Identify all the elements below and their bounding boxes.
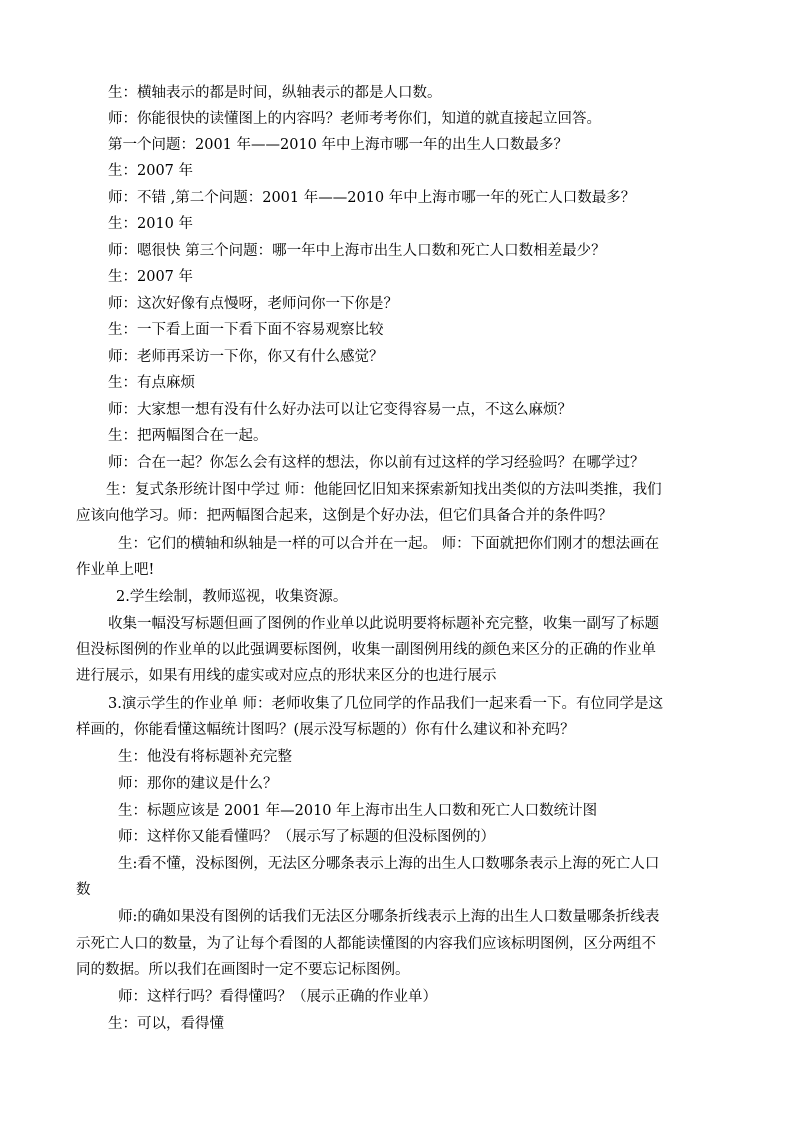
text-line: 师：嗯很快 第三个问题：哪一年中上海市出生人口数和死亡人口数相差最少？ — [108, 243, 606, 259]
text-line: 示死亡人口的数量，为了让每个看图的人都能读懂图的内容我们应该标明图例，区分两组不 — [76, 936, 656, 952]
text-line: 师：合在一起？你怎么会有这样的想法，你以前有过这样的学习经验吗？在哪学过？ — [108, 455, 645, 471]
text-line: 生：2007 年 — [108, 269, 194, 285]
text-line: 3.演示学生的作业单 师：老师收集了几位同学的作品我们一起来看一下。有位同学是这 — [108, 696, 663, 712]
text-line: 生：横轴表示的都是时间，纵轴表示的都是人口数。 — [108, 85, 442, 101]
text-line: 生：它们的横轴和纵轴是一样的可以合并在一起。 师：下面就把你们刚才的想法画在 — [118, 536, 660, 552]
text-line: 师：大家想一想有没有什么好办法可以让它变得容易一点，不这么麻烦？ — [108, 402, 572, 418]
text-line: 师：这样行吗？看得懂吗？（展示正确的作业单） — [118, 989, 437, 1005]
text-line: 作业单上吧! — [76, 562, 155, 578]
text-line: 收集一幅没写标题但画了图例的作业单以此说明要将标题补充完整，收集一副写了标题 — [108, 616, 659, 632]
text-line: 生：有点麻烦 — [108, 375, 195, 391]
text-line: 师：你能很快的读懂图上的内容吗？老师考考你们，知道的就直接起立回答。 — [108, 111, 601, 127]
text-line: 师:的确如果没有图例的话我们无法区分哪条折线表示上海的出生人口数量哪条折线表 — [118, 909, 660, 925]
text-line: 生：标题应该是 2001 年—2010 年上海市出生人口数和死亡人口数统计图 — [118, 803, 598, 819]
text-line: 数 — [76, 882, 91, 898]
text-line: 生:看不懂，没标图例，无法区分哪条表示上海的出生人口数哪条表示上海的死亡人口 — [118, 856, 660, 872]
text-line: 生：可以，看得懂 — [108, 1016, 224, 1032]
text-line: 第一个问题：2001 年——2010 年中上海市哪一年的出生人口数最多？ — [108, 137, 569, 153]
text-line: 师：那你的建议是什么？ — [118, 776, 278, 792]
text-line: 进行展示，如果有用线的虚实或对应点的形状来区分的也进行展示 — [76, 668, 497, 684]
text-line: 样画的，你能看懂这幅统计图吗？(展示没写标题的）你有什么建议和补充吗？ — [76, 722, 575, 738]
text-line: 生：把两幅图合在一起。 — [108, 428, 268, 444]
text-line: 应该向他学习。师：把两幅图合起来，这倒是个好办法，但它们具备合并的条件吗？ — [76, 508, 613, 524]
text-line: 但没标图例的作业单的以此强调要标图例，收集一副图例用线的颜色来区分的正确的作业单 — [76, 642, 656, 658]
text-line: 生：复式条形统计图中学过 师：他能回忆旧知来探索新知找出类似的方法叫类推，我们 — [106, 482, 662, 498]
text-line: 生：2010 年 — [108, 216, 194, 232]
text-line: 师：不错 ,第二个问题：2001 年——2010 年中上海市哪一年的死亡人口数最多？ — [108, 190, 636, 206]
text-line: 同的数据。所以我们在画图时一定不要忘记标图例。 — [76, 962, 410, 978]
text-line: 师：这次好像有点慢呀，老师问你一下你是？ — [108, 296, 398, 312]
text-line: 生：一下看上面一下看下面不容易观察比较 — [108, 322, 384, 338]
text-line: 师：老师再采访一下你，你又有什么感觉？ — [108, 349, 384, 365]
text-line: 生：2007 年 — [108, 163, 194, 179]
text-line: 生：他没有将标题补充完整 — [118, 749, 292, 765]
text-line: 2.学生绘制，教师巡视，收集资源。 — [116, 589, 348, 605]
text-line: 师：这样你又能看懂吗？（展示写了标题的但没标图例的） — [118, 829, 495, 845]
